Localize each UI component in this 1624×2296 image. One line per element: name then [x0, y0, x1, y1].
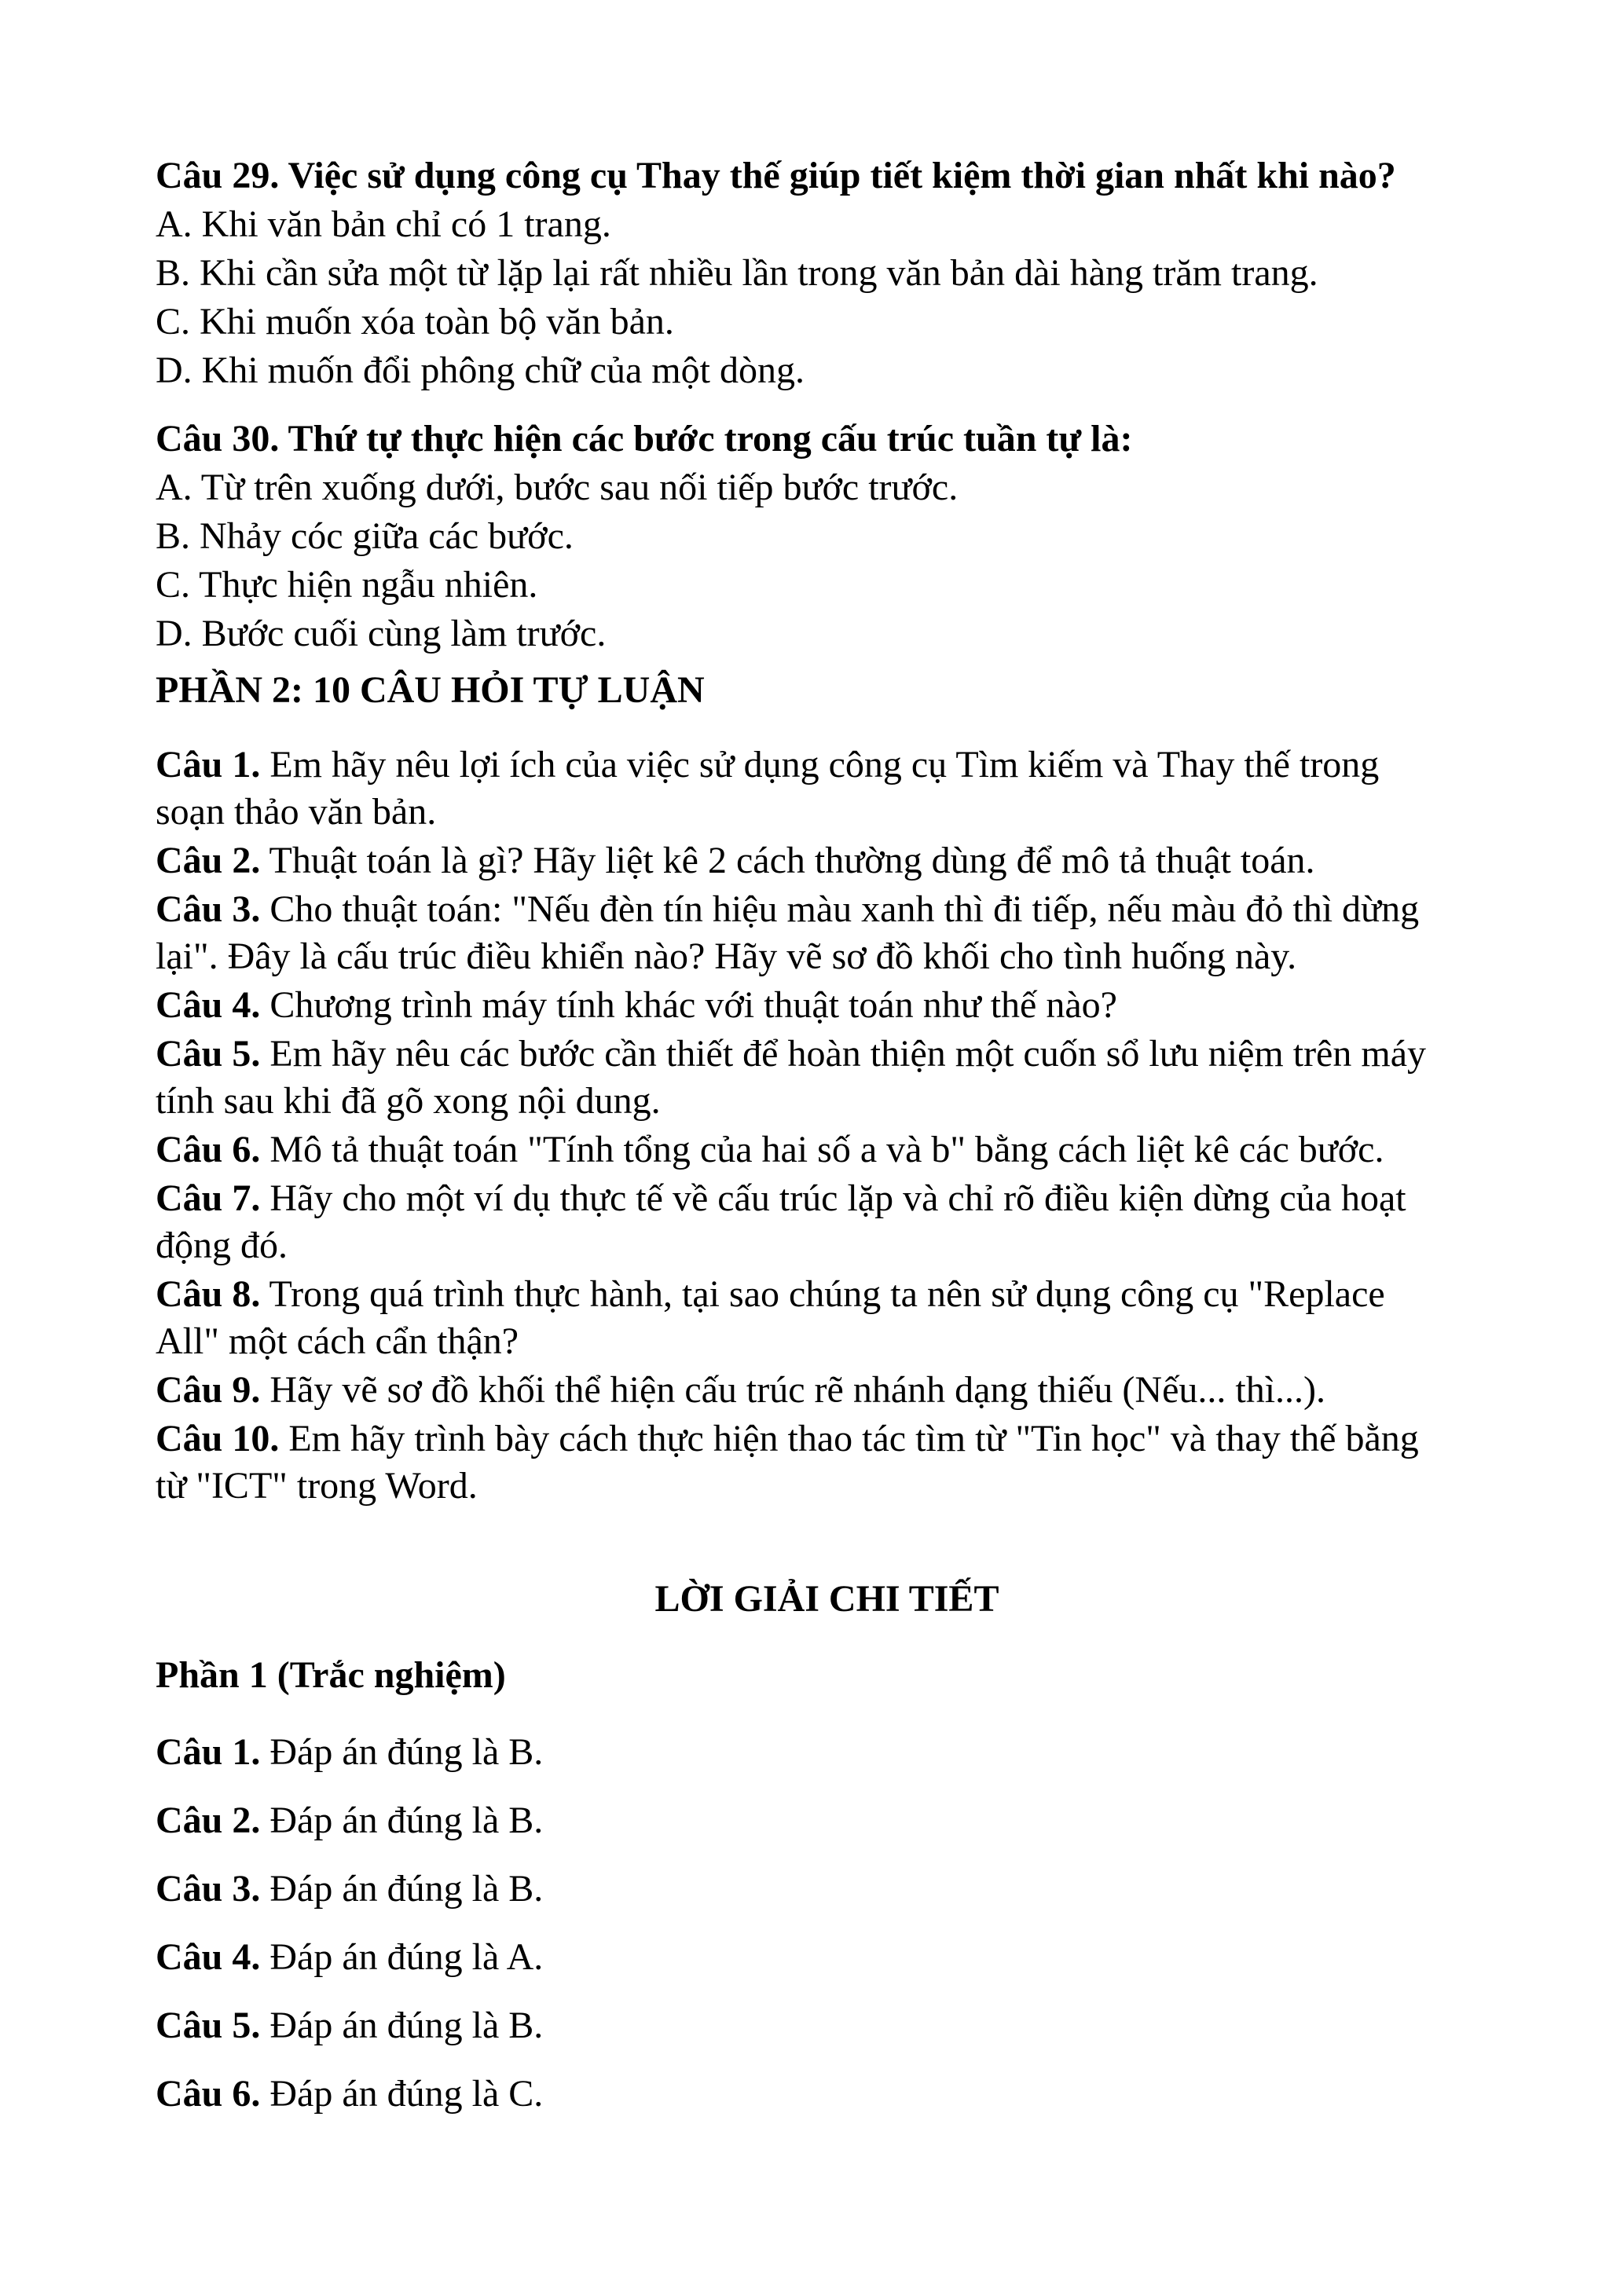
essay-question-text: Cho thuật toán: "Nếu đèn tín hiệu màu xanh thì đi tiếp, nếu màu đỏ thì dừng — [260, 888, 1420, 930]
mc-option-a: A. Từ trên xuống dưới, bước sau nối tiếp bước trước. — [156, 467, 959, 508]
solutions-part1-heading: Phần 1 (Trắc nghiệm) — [156, 1654, 506, 1696]
answer-text: Đáp án đúng là B. — [260, 1731, 544, 1773]
solutions-section-heading: LỜI GIẢI CHI TIẾT — [654, 1578, 999, 1620]
question-number-label: Câu 8. — [156, 1273, 261, 1315]
answer-item-3 — [156, 1866, 1498, 1913]
essay-question-text-line2: từ "ICT" trong Word. — [156, 1465, 478, 1507]
essay-question-8 — [156, 1271, 1498, 1365]
answer-text: Đáp án đúng là B. — [260, 2005, 544, 2046]
answer-text: Đáp án đúng là A. — [260, 1936, 544, 1978]
mc-question-heading — [156, 415, 1498, 463]
mc-question-text: Thứ tự thực hiện các bước trong cấu trúc tuần tự là: — [279, 418, 1133, 460]
question-number-label: Câu 4. — [156, 984, 261, 1026]
question-number-label: Câu 7. — [156, 1177, 261, 1219]
answer-item-5 — [156, 2002, 1498, 2049]
essay-question-6 — [156, 1126, 1498, 1174]
mc-question-heading — [156, 152, 1498, 200]
essay-question-text-line2: tính sau khi đã gõ xong nội dung. — [156, 1080, 661, 1122]
mc-option-c: C. Thực hiện ngẫu nhiên. — [156, 564, 538, 606]
essay-question-7 — [156, 1175, 1498, 1269]
essay-question-text-line2: soạn thảo văn bản. — [156, 791, 437, 833]
answer-number-label: Câu 4. — [156, 1936, 261, 1978]
essay-question-1 — [156, 742, 1498, 836]
question-number-label: Câu 1. — [156, 744, 261, 785]
answer-text: Đáp án đúng là C. — [260, 2073, 544, 2115]
essay-question-5 — [156, 1031, 1498, 1125]
essay-question-text: Hãy vẽ sơ đồ khối thể hiện cấu trúc rẽ nhánh dạng thiếu (Nếu... thì...). — [260, 1369, 1326, 1411]
answer-number-label: Câu 6. — [156, 2073, 261, 2115]
question-number-label: Câu 30. — [156, 418, 280, 460]
answer-list — [156, 1729, 1498, 2118]
question-number-label: Câu 6. — [156, 1129, 261, 1170]
mc-question-block-30 — [156, 415, 1498, 658]
answer-item-6 — [156, 2071, 1498, 2118]
question-number-label: Câu 10. — [156, 1418, 280, 1459]
mc-option-b: B. Khi cần sửa một từ lặp lại rất nhiều lần trong văn bản dài hàng trăm trang. — [156, 252, 1318, 294]
answer-number-label: Câu 2. — [156, 1800, 261, 1841]
mc-question-block-29 — [156, 152, 1498, 395]
answer-item-4 — [156, 1934, 1498, 1981]
essay-question-text: Em hãy nêu lợi ích của việc sử dụng công cụ Tìm kiếm và Thay thế trong — [260, 744, 1380, 785]
answer-number-label: Câu 5. — [156, 2005, 261, 2046]
mc-question-text: Việc sử dụng công cụ Thay thế giúp tiết kiệm thời gian nhất khi nào? — [279, 155, 1396, 196]
essay-question-text: Trong quá trình thực hành, tại sao chúng ta nên sử dụng công cụ "Replace — [260, 1273, 1385, 1315]
mc-option-d: D. Khi muốn đổi phông chữ của một dòng. — [156, 350, 805, 391]
question-number-label: Câu 9. — [156, 1369, 261, 1411]
part2-section-heading: PHẦN 2: 10 CÂU HỎI TỰ LUẬN — [156, 669, 705, 711]
answer-number-label: Câu 3. — [156, 1868, 261, 1910]
question-number-label: Câu 5. — [156, 1033, 261, 1075]
essay-question-text: Em hãy nêu các bước cần thiết để hoàn thiện một cuốn sổ lưu niệm trên máy — [260, 1033, 1426, 1075]
question-number-label: Câu 2. — [156, 840, 261, 881]
essay-question-text-line2: lại". Đây là cấu trúc điều khiển nào? Hãy vẽ sơ đồ khối cho tình huống này. — [156, 936, 1297, 977]
answer-text: Đáp án đúng là B. — [260, 1868, 544, 1910]
mc-option-c: C. Khi muốn xóa toàn bộ văn bản. — [156, 301, 674, 342]
answer-number-label: Câu 1. — [156, 1731, 261, 1773]
mc-option-d: D. Bước cuối cùng làm trước. — [156, 613, 607, 654]
essay-question-text: Hãy cho một ví dụ thực tế về cấu trúc lặp và chỉ rõ điều kiện dừng của hoạt — [260, 1177, 1406, 1219]
essay-question-text: Em hãy trình bày cách thực hiện thao tác tìm từ "Tin học" và thay thế bằng — [279, 1418, 1419, 1459]
essay-question-4 — [156, 982, 1498, 1029]
answer-text: Đáp án đúng là B. — [260, 1800, 544, 1841]
mc-option-a: A. Khi văn bản chỉ có 1 trang. — [156, 203, 611, 245]
question-number-label: Câu 3. — [156, 888, 261, 930]
essay-question-text: Mô tả thuật toán "Tính tổng của hai số a và b" bằng cách liệt kê các bước. — [260, 1129, 1384, 1170]
essay-question-text: Chương trình máy tính khác với thuật toán như thế nào? — [260, 984, 1117, 1026]
essay-question-3 — [156, 886, 1498, 980]
essay-question-list — [156, 742, 1498, 1510]
question-number-label: Câu 29. — [156, 155, 280, 196]
answer-item-1 — [156, 1729, 1498, 1776]
essay-question-text-line2: động đó. — [156, 1225, 288, 1266]
essay-question-10 — [156, 1415, 1498, 1510]
mc-option-b: B. Nhảy cóc giữa các bước. — [156, 515, 574, 557]
answer-item-2 — [156, 1797, 1498, 1844]
essay-question-text-line2: All" một cách cẩn thận? — [156, 1320, 519, 1362]
essay-question-2 — [156, 837, 1498, 884]
essay-question-9 — [156, 1367, 1498, 1414]
essay-question-text: Thuật toán là gì? Hãy liệt kê 2 cách thường dùng để mô tả thuật toán. — [260, 840, 1315, 881]
